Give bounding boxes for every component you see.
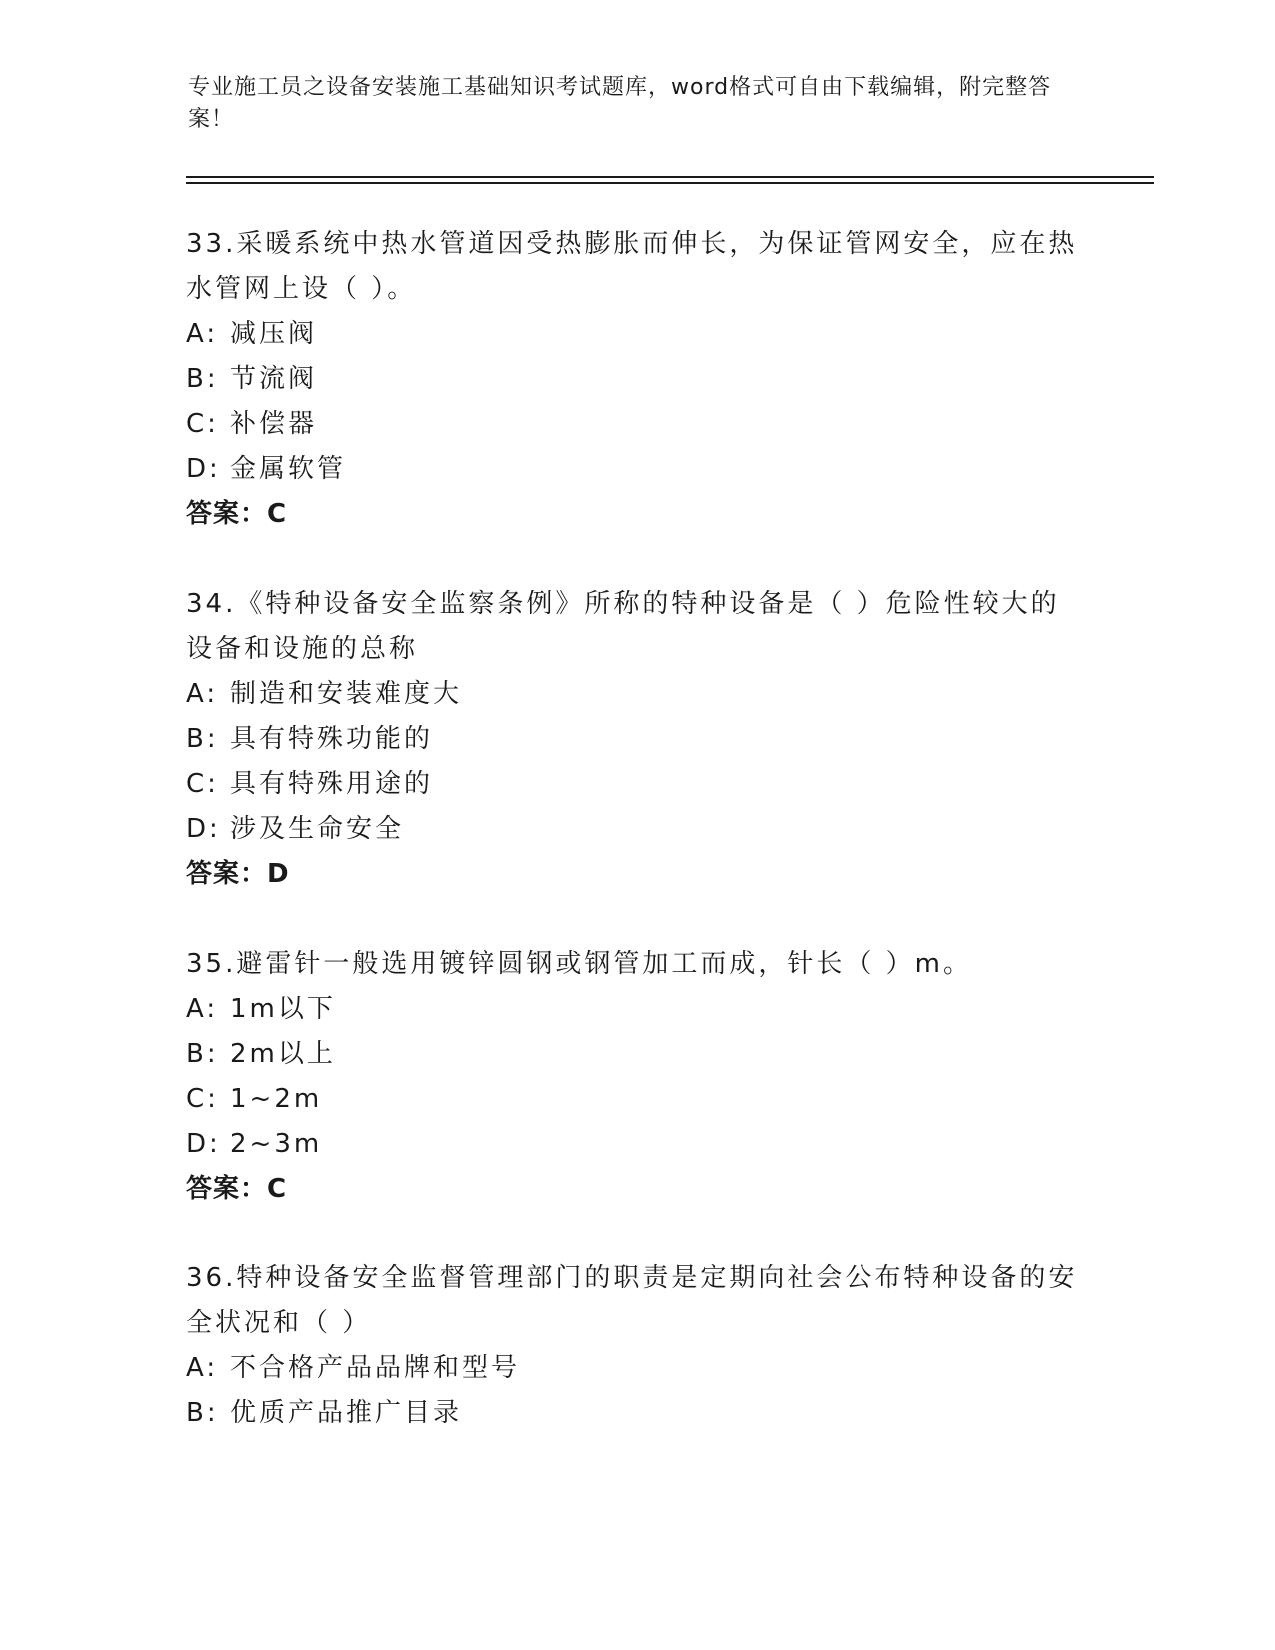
option-key: D: [186, 454, 221, 484]
question-stem: 34.《特种设备安全监察条例》所称的特种设备是（ ）危险性较大的设备和设施的总称 [186, 589, 1060, 664]
option-key: D: [186, 1129, 221, 1159]
option-key: B: [186, 1398, 219, 1428]
option-b [186, 717, 1086, 762]
option-a [186, 312, 1086, 357]
option-key: B: [186, 724, 219, 754]
option-c [186, 402, 1086, 447]
answer-line: 答案：D [186, 859, 290, 889]
option-text: 1~2m [230, 1084, 323, 1114]
question-36 [186, 1256, 1086, 1436]
option-text: 2m以上 [230, 1039, 336, 1069]
document-header: 专业施工员之设备安装施工基础知识考试题库，word格式可自由下载编辑，附完整答案！ [188, 75, 1052, 132]
option-d [186, 447, 1086, 492]
question-34 [186, 582, 1086, 897]
option-c [186, 1077, 1086, 1122]
question-stem: 35.避雷针一般选用镀锌圆钢或钢管加工而成，针长（ ）m。 [186, 949, 972, 979]
option-key: A: [186, 1353, 219, 1383]
option-text: 1m以下 [230, 994, 336, 1024]
option-key: A: [186, 994, 219, 1024]
option-text: 优质产品推广目录 [230, 1398, 463, 1428]
option-text: 2~3m [230, 1129, 323, 1159]
header-rule-top [186, 176, 1154, 178]
option-d [186, 807, 1086, 852]
option-a [186, 672, 1086, 717]
option-key: C: [186, 769, 219, 799]
option-c [186, 762, 1086, 807]
question-stem: 33.采暖系统中热水管道因受热膨胀而伸长，为保证管网安全，应在热水管网上设（ ）。 [186, 229, 1078, 304]
option-b [186, 357, 1086, 402]
option-key: B: [186, 364, 219, 394]
option-text: 制造和安装难度大 [230, 679, 463, 709]
option-text: 涉及生命安全 [230, 814, 405, 844]
header-rule-bottom [186, 182, 1154, 184]
option-d [186, 1122, 1086, 1167]
option-key: C: [186, 1084, 219, 1114]
option-a [186, 1346, 1086, 1391]
option-key: B: [186, 1039, 219, 1069]
answer-line: 答案：C [186, 499, 288, 529]
option-text: 具有特殊用途的 [230, 769, 434, 799]
option-b [186, 1032, 1086, 1077]
question-35 [186, 942, 1086, 1212]
option-text: 具有特殊功能的 [230, 724, 434, 754]
option-key: A: [186, 679, 219, 709]
question-33 [186, 222, 1086, 537]
option-text: 金属软管 [230, 454, 347, 484]
option-key: D: [186, 814, 221, 844]
option-b [186, 1391, 1086, 1436]
option-a [186, 987, 1086, 1032]
option-key: C: [186, 409, 219, 439]
option-key: A: [186, 319, 219, 349]
question-stem: 36.特种设备安全监督管理部门的职责是定期向社会公布特种设备的安全状况和（ ） [186, 1263, 1078, 1338]
option-text: 不合格产品品牌和型号 [230, 1353, 521, 1383]
option-text: 补偿器 [230, 409, 318, 439]
answer-line: 答案：C [186, 1174, 288, 1204]
option-text: 节流阀 [230, 364, 318, 394]
option-text: 减压阀 [230, 319, 318, 349]
